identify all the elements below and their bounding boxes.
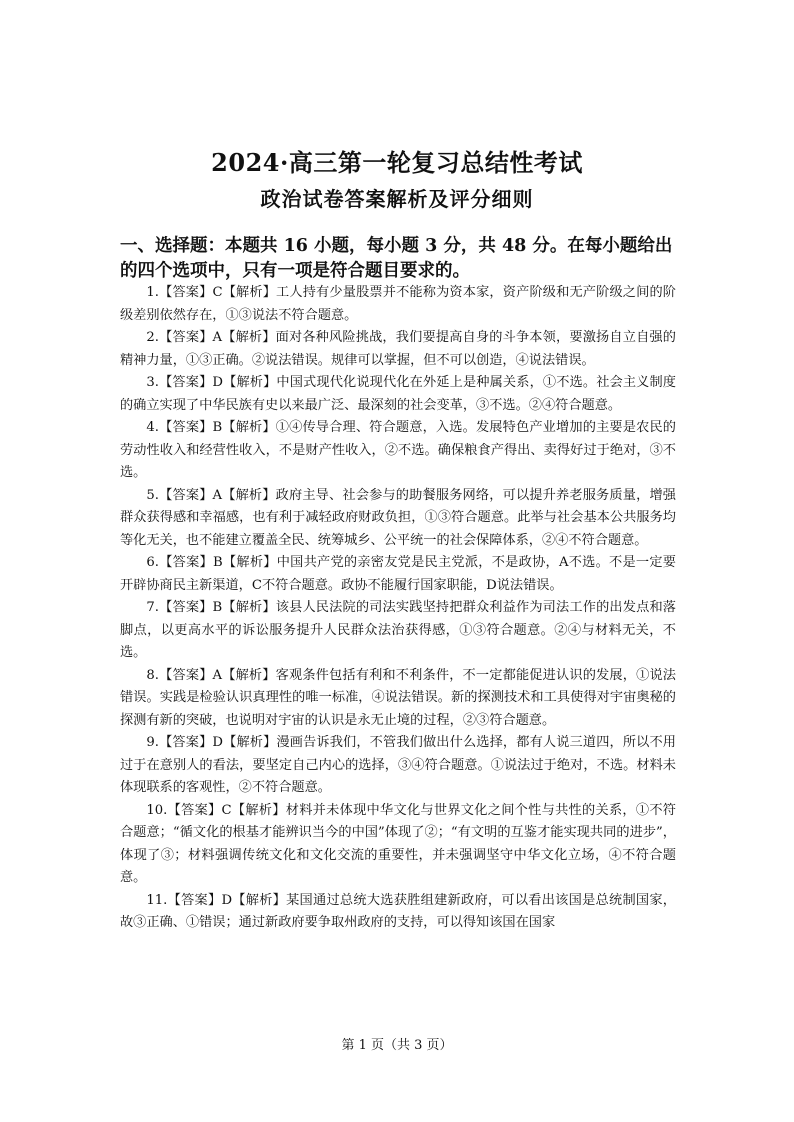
section-heading: 一、选择题：本题共 16 小题，每小题 3 分，共 48 分。在每小题给出的四个选项中，只有一项是符合题目要求的。 — [120, 236, 673, 281]
answer-item-6: 6.【答案】B【解析】中国共产党的亲密友党是民主党派，不是政协，A不选。不是一定要开辟协商民主新渠道，C不符合题意。政协不能履行国家职能，D说法错误。 — [120, 555, 676, 593]
answer-item-4: 4.【答案】B【解析】①④传导合理、符合题意，入选。发展特色产业增加的主要是农民的劳动性收入和经营性收入，不是财产性收入，②不选。确保粮食产得出、卖得好过于绝对，③不选。 — [120, 420, 676, 480]
answer-item-11: 11.【答案】D【解析】某国通过总统大选获胜组建新政府，可以看出该国是总统制国家，故③正确、①错误；通过新政府要争取州政府的支持，可以得知该国在国家 — [120, 892, 676, 930]
answer-list — [120, 282, 676, 935]
page-title: 2024·高三第一轮复习总结性考试 — [211, 148, 583, 177]
answer-item-9: 9.【答案】D【解析】漫画告诉我们，不管我们做出什么选择，都有人说三道四，所以不用过于在意别人的看法，要坚定自己内心的选择，③④符合题意。①说法过于绝对，不选。材料未体现联系的客观性，②不符合题意。 — [120, 735, 676, 795]
answer-item-3: 3.【答案】D【解析】中国式现代化说现代化在外延上是种属关系，①不选。社会主义制度的确立实现了中华民族有史以来最广泛、最深刻的社会变革，③不选。②④符合题意。 — [120, 375, 676, 413]
answer-item-10: 10.【答案】C【解析】材料并未体现中华文化与世界文化之间个性与共性的关系，①不符合题意；“循文化的根基才能辨识当今的中国”体现了②；“有文明的互鉴才能实现共同的进步”，体现了③；材料强调传统文化和文化交流的重要性，并未强调坚守中华文化立场，④不符合题意。 — [120, 802, 676, 885]
page-subtitle: 政治试卷答案解析及评分细则 — [260, 187, 534, 211]
answer-item-5: 5.【答案】A【解析】政府主导、社会参与的助餐服务网络，可以提升养老服务质量，增强群众获得感和幸福感，也有利于减轻政府财政负担，①③符合题意。此举与社会基本公共服务均等化无关，也不能建立覆盖全民、统筹城乡、公平统一的社会保障体系，②④不符合题意。 — [120, 487, 676, 548]
answer-item-1: 1.【答案】C【解析】工人持有少量股票并不能称为资本家，资产阶级和无产阶级之间的阶级差别依然存在，①③说法不符合题意。 — [120, 285, 676, 323]
answer-item-8: 8.【答案】A【解析】客观条件包括有利和不利条件，不一定都能促进认识的发展，①说法错误。实践是检验认识真理性的唯一标准，④说法错误。新的探测技术和工具使得对宇宙奥秘的探测有新的突破，也说明对宇宙的认识是永无止境的过程，②③符合题意。 — [120, 667, 676, 728]
page-number: 第 1 页（共 3 页） — [341, 1038, 453, 1053]
answer-item-2: 2.【答案】A【解析】面对各种风险挑战，我们要提高自身的斗争本领，要激扬自立自强的精神力量，①③正确。②说法错误。规律可以掌握，但不可以创造，④说法错误。 — [120, 330, 676, 368]
answer-item-7: 7.【答案】B【解析】该县人民法院的司法实践坚持把群众利益作为司法工作的出发点和落脚点，以更高水平的诉讼服务提升人民群众法治获得感，①③符合题意。②④与材料无关，不选。 — [120, 600, 676, 660]
